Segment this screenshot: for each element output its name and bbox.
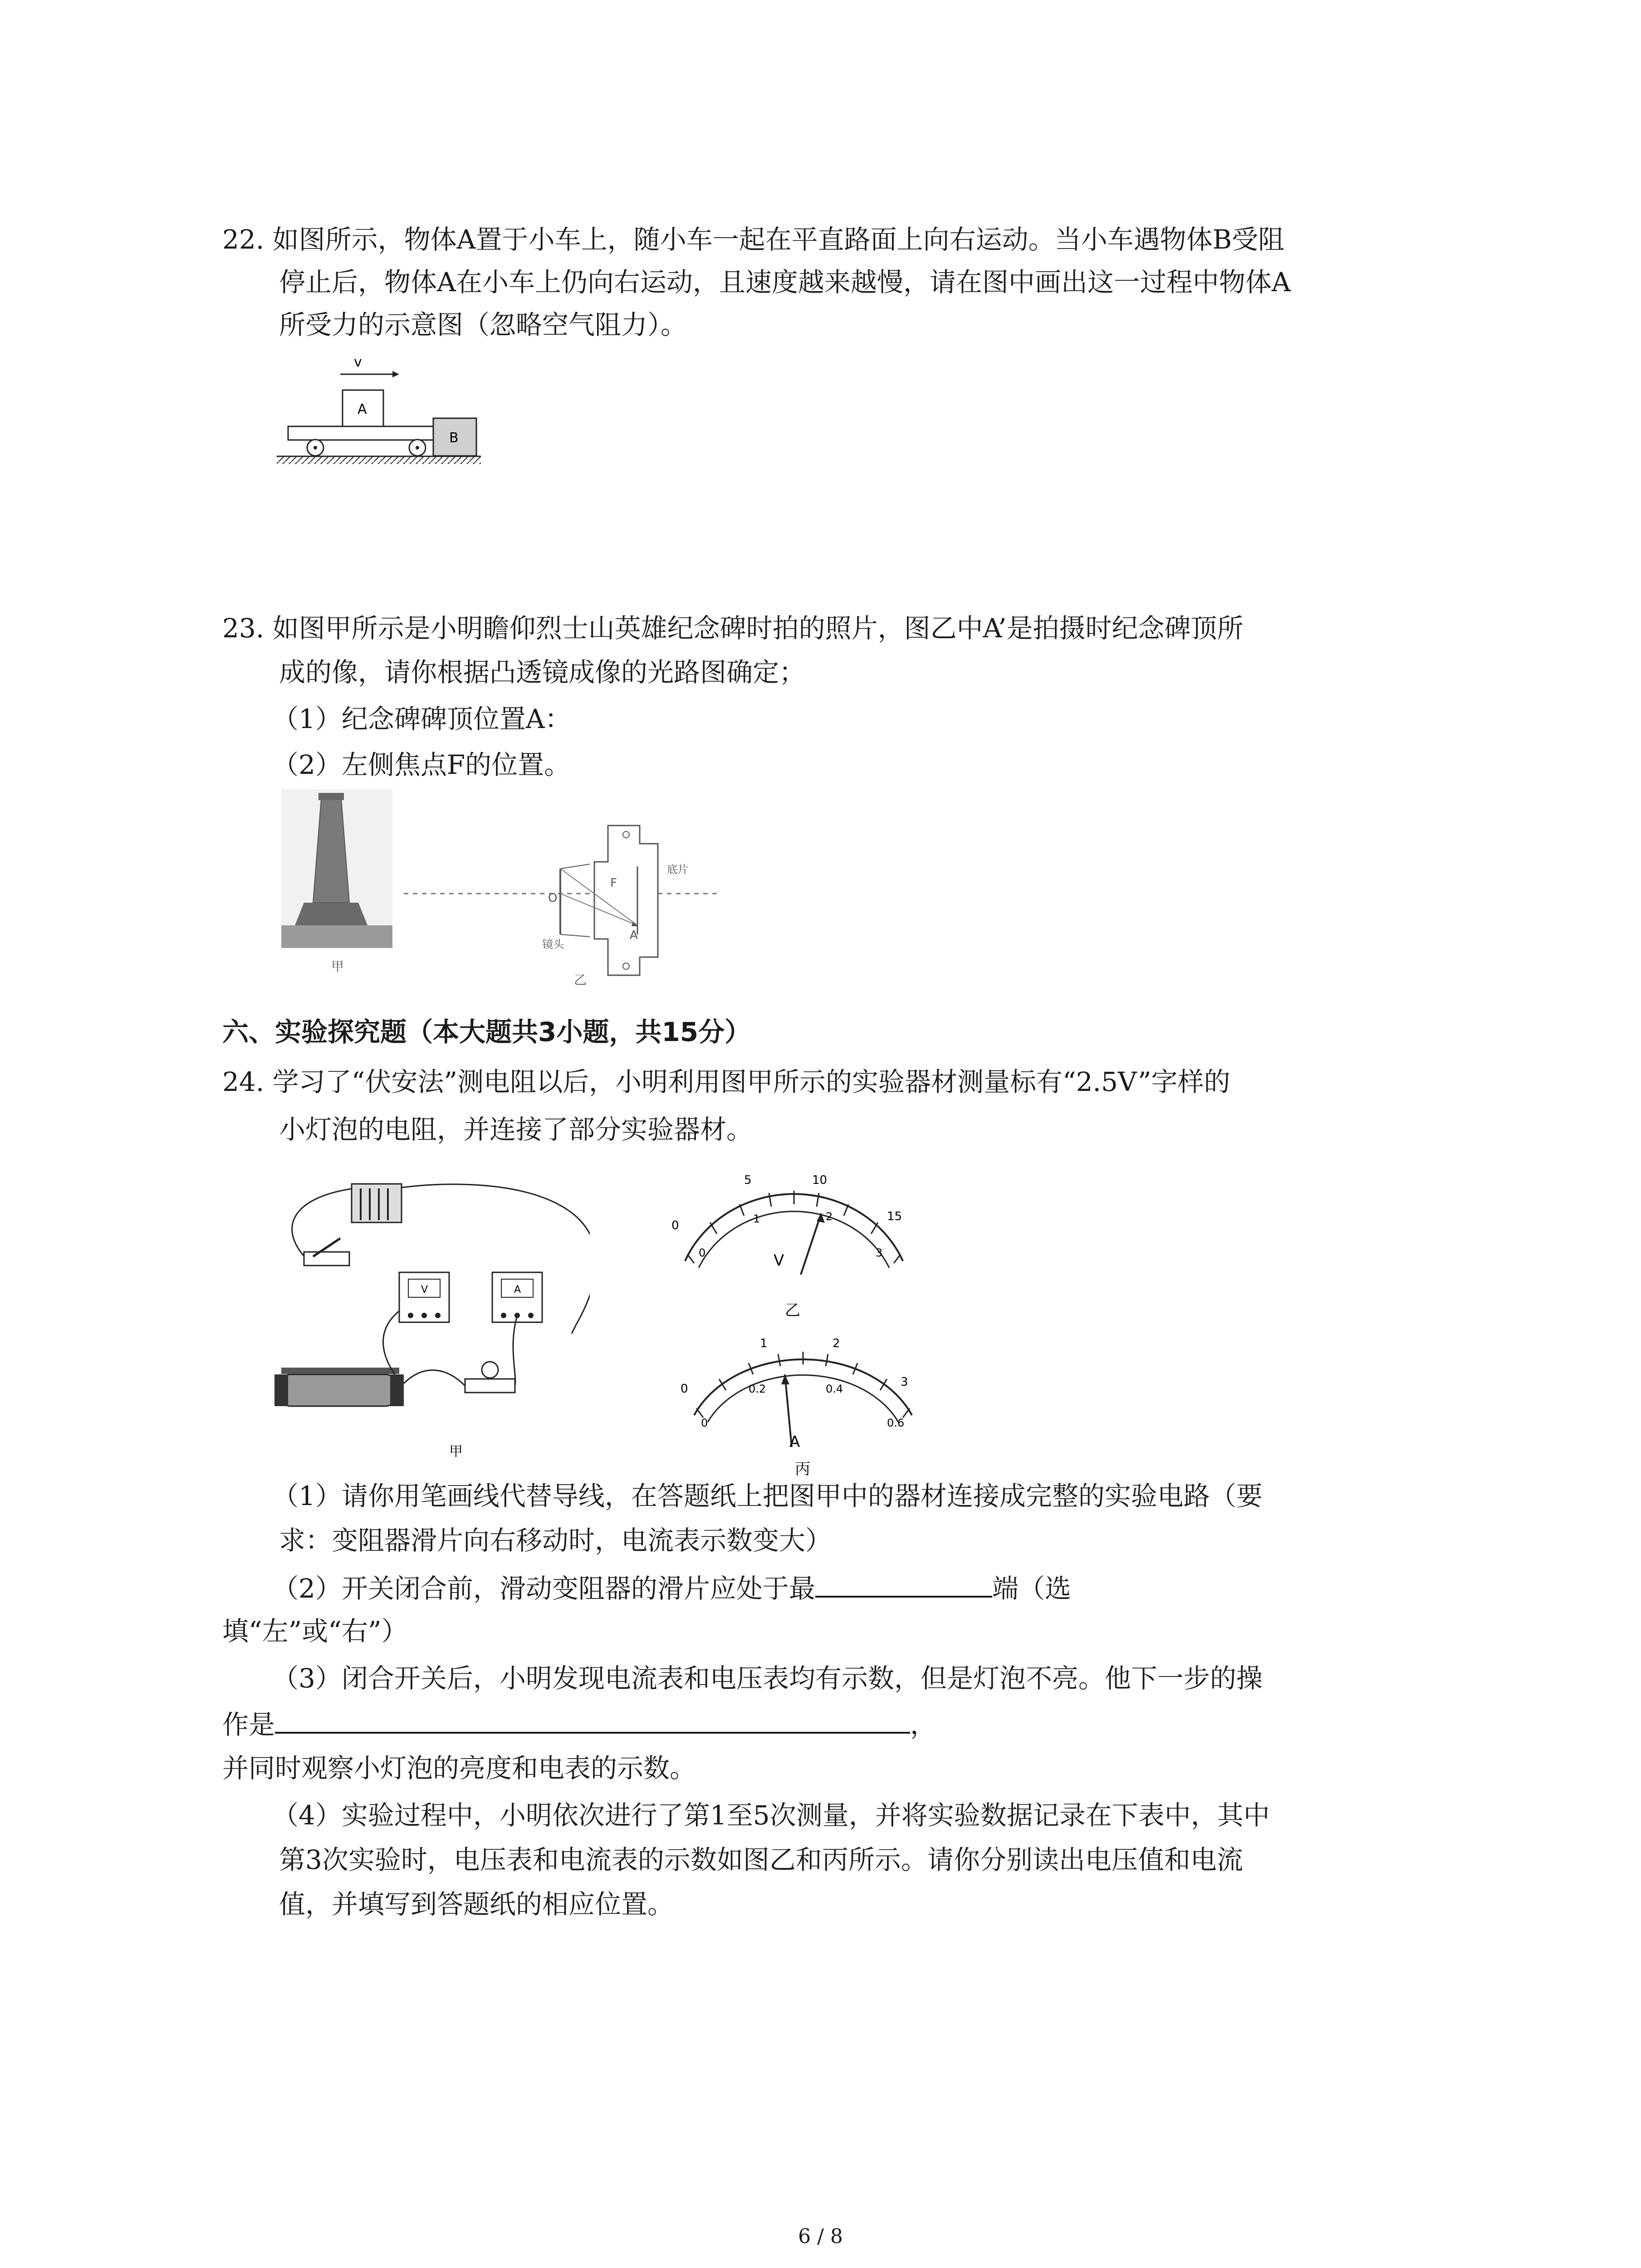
voltmeter-dial-yi (667, 1166, 921, 1329)
rheostat (281, 1374, 395, 1406)
voltmeter-symbol: V (421, 1284, 428, 1295)
voltmeter-tick-10: 10 (812, 1173, 828, 1187)
q24-part-2-before: （2）开关闭合前，滑动变阻器的滑片应处于最 (272, 1573, 815, 1604)
voltmeter-tick-0-bottom: 0 (699, 1246, 706, 1259)
q24-part-2-line-2: 填“左”或“右”） (222, 1616, 408, 1647)
focus-f-label: F (610, 876, 617, 890)
ammeter-dial-bing (676, 1325, 930, 1488)
photo-jia-label: 甲 (331, 959, 344, 974)
ammeter-tick-0-bottom: 0 (701, 1417, 708, 1429)
q24-part-3-line-1: （3）闭合开关后，小明发现电流表和电压表均有示数，但是灯泡不亮。他下一步的操 (272, 1663, 1263, 1694)
answer-blank-next-step[interactable] (275, 1705, 910, 1734)
q24-part-4-line-3: 值，并填写到答题纸的相应位置。 (279, 1889, 674, 1920)
voltmeter-tick-0-top: 0 (671, 1219, 679, 1232)
switch (304, 1252, 349, 1266)
ammeter-dial-symbol: A (789, 1433, 800, 1451)
q23-line-2: 成的像，请你根据凸透镜成像的光路图确定； (279, 657, 806, 688)
page-number: 6 / 8 (798, 2225, 843, 2248)
voltmeter-tick-15: 15 (887, 1210, 902, 1223)
ammeter-tick-0.6: 0.6 (887, 1417, 905, 1429)
q24-part-3-line-3: 并同时观察小灯泡的亮度和电表的示数。 (222, 1753, 696, 1784)
ammeter-tick-1: 1 (760, 1337, 768, 1350)
battery (352, 1184, 402, 1222)
ammeter-tick-0.4: 0.4 (826, 1383, 843, 1395)
voltmeter-tick-2: 2 (826, 1210, 833, 1223)
q22-line-2: 停止后，物体A在小车上仍向右运动，且速度越来越慢，请在图中画出这一过程中物体A (279, 267, 1291, 298)
q24-part-4-line-2: 第3次实验时，电压表和电流表的示数如图乙和丙所示。请你分别读出电压值和电流 (279, 1844, 1243, 1875)
q22-cart-figure (272, 354, 490, 481)
q24-part-3-before: 作是 (222, 1709, 275, 1740)
cart-body (288, 426, 433, 440)
object-b-label: B (449, 430, 459, 446)
q23-part-2: （2）左侧焦点F的位置。 (272, 749, 571, 780)
voltmeter-tick-3: 3 (876, 1246, 883, 1259)
image-a-label: A (630, 929, 638, 942)
ammeter-tick-0.2: 0.2 (749, 1383, 766, 1395)
q22-line-1: 22. 如图所示，物体A置于小车上，随小车一起在平直路面上向右运动。当小车遇物体B受阻 (222, 224, 1285, 255)
q22-line-3: 所受力的示意图（忽略空气阻力）。 (279, 309, 687, 340)
lamp-holder (465, 1379, 515, 1393)
ammeter-bing-label: 丙 (795, 1460, 810, 1478)
q24-circuit-figure (272, 1161, 590, 1474)
lens-center-o-label: O (548, 891, 558, 905)
voltmeter-yi-label: 乙 (785, 1301, 800, 1320)
q23-part-1: （1）纪念碑碑顶位置A： (272, 704, 571, 734)
ammeter-tick-0-top: 0 (681, 1382, 688, 1396)
ammeter-tick-3: 3 (901, 1375, 908, 1389)
lamp (482, 1362, 498, 1378)
ammeter-symbol: A (514, 1284, 521, 1295)
q23-lens-figure (277, 789, 753, 998)
q24-part-2-line-1 (272, 1569, 1071, 1607)
q24-part-1-line-2: 求：变阻器滑片向右移动时，电流表示数变大） (279, 1525, 832, 1556)
q24-part-3-after: ， (910, 1709, 937, 1740)
voltmeter-dial-symbol: V (774, 1251, 784, 1270)
answer-blank-slider-end[interactable] (815, 1569, 992, 1598)
q23-line-1: 23. 如图甲所示是小明瞻仰烈士山英雄纪念碑时拍的照片，图乙中A’是拍摄时纪念碑顶所 (222, 613, 1244, 644)
q24-line-1: 24. 学习了“伏安法”测电阻以后，小明利用图甲所示的实验器材测量标有“2.5V”字样的 (222, 1066, 1230, 1097)
ammeter-tick-2: 2 (833, 1337, 840, 1350)
q24-line-2: 小灯泡的电阻，并连接了部分实验器材。 (279, 1114, 753, 1145)
q24-part-1-line-1: （1）请你用笔画线代替导线，在答题纸上把图甲中的器材连接成完整的实验电路（要 (272, 1481, 1263, 1511)
velocity-label: v (354, 354, 362, 370)
voltmeter-tick-1: 1 (753, 1212, 760, 1225)
section-6-heading: 六、实验探究题（本大题共3小题，共15分） (222, 1017, 751, 1047)
voltmeter-tick-5: 5 (744, 1173, 752, 1187)
voltmeter-needle (801, 1213, 821, 1275)
lens-label: 镜头 (542, 938, 564, 951)
circuit-jia-label: 甲 (449, 1444, 463, 1460)
q24-part-3-line-2 (222, 1705, 936, 1743)
q24-part-2-after: 端（选 (992, 1573, 1071, 1604)
q24-part-4-line-1: （4）实验过程中，小明依次进行了第1至5次测量，并将实验数据记录在下表中，其中 (272, 1800, 1270, 1831)
object-a-label: A (358, 401, 367, 417)
photo-yi-label: 乙 (574, 973, 587, 987)
film-label: 底片 (667, 863, 689, 876)
